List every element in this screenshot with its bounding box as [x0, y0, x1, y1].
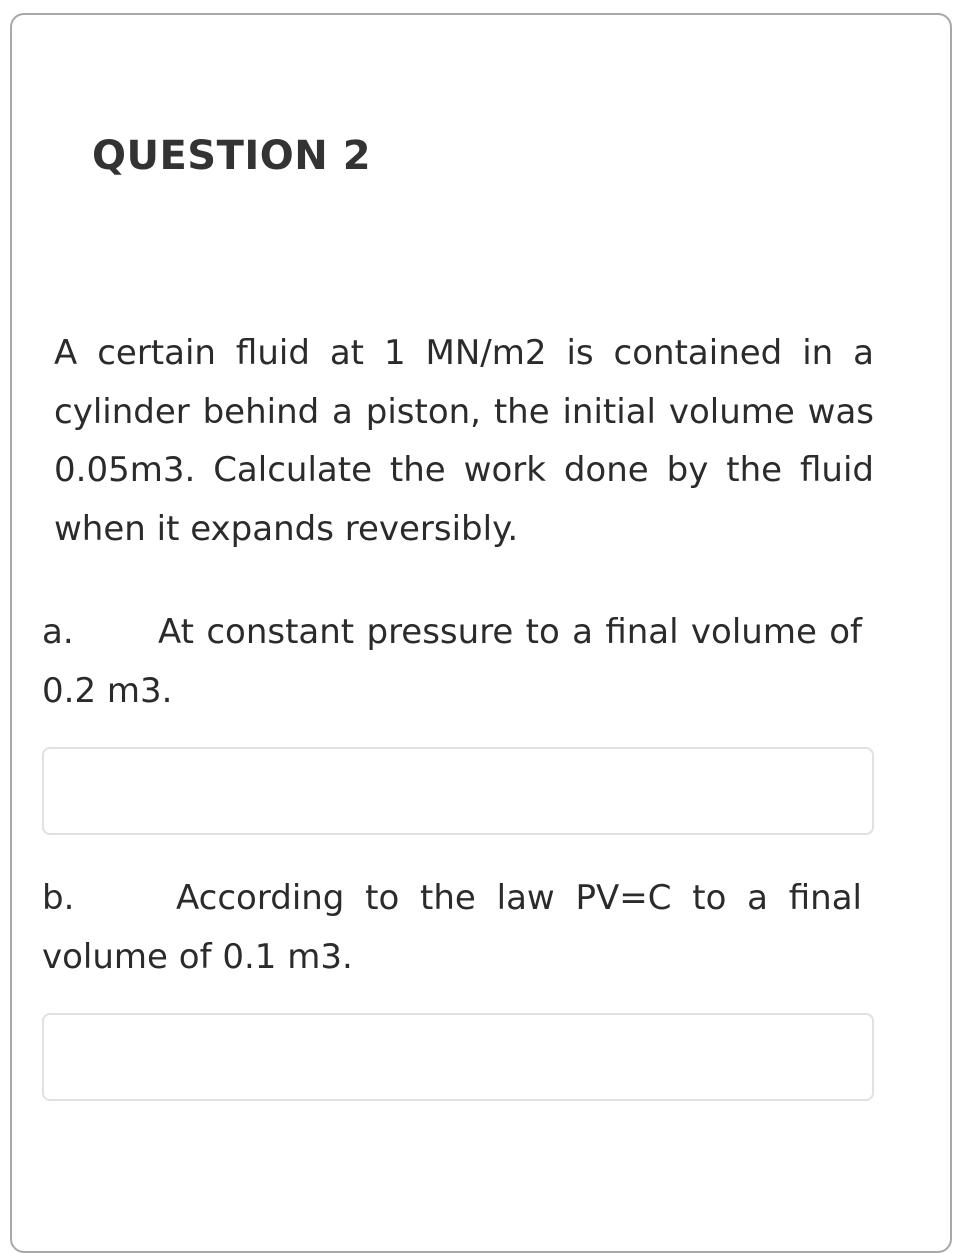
part-b-prompt: According to the law PV=C to a final volume of 0.1 m3.	[42, 878, 862, 977]
part-a-letter: a.	[42, 612, 74, 652]
part-a-prompt: At constant pressure to a final volume of 0.2 m3.	[42, 612, 862, 711]
part-b-answer-input[interactable]	[42, 1013, 874, 1101]
part-a-answer-input[interactable]	[42, 747, 874, 835]
question-title: QUESTION 2	[92, 133, 372, 179]
part-a-text	[42, 603, 862, 720]
part-b-text	[42, 869, 862, 986]
question-prompt: A certain fluid at 1 MN/m2 is contained in a cylinder behind a piston, the initial volume was 0.05m3. Calculate the work done by the fluid when it expands reversibly.	[54, 333, 874, 549]
part-b-letter: b.	[42, 878, 75, 918]
